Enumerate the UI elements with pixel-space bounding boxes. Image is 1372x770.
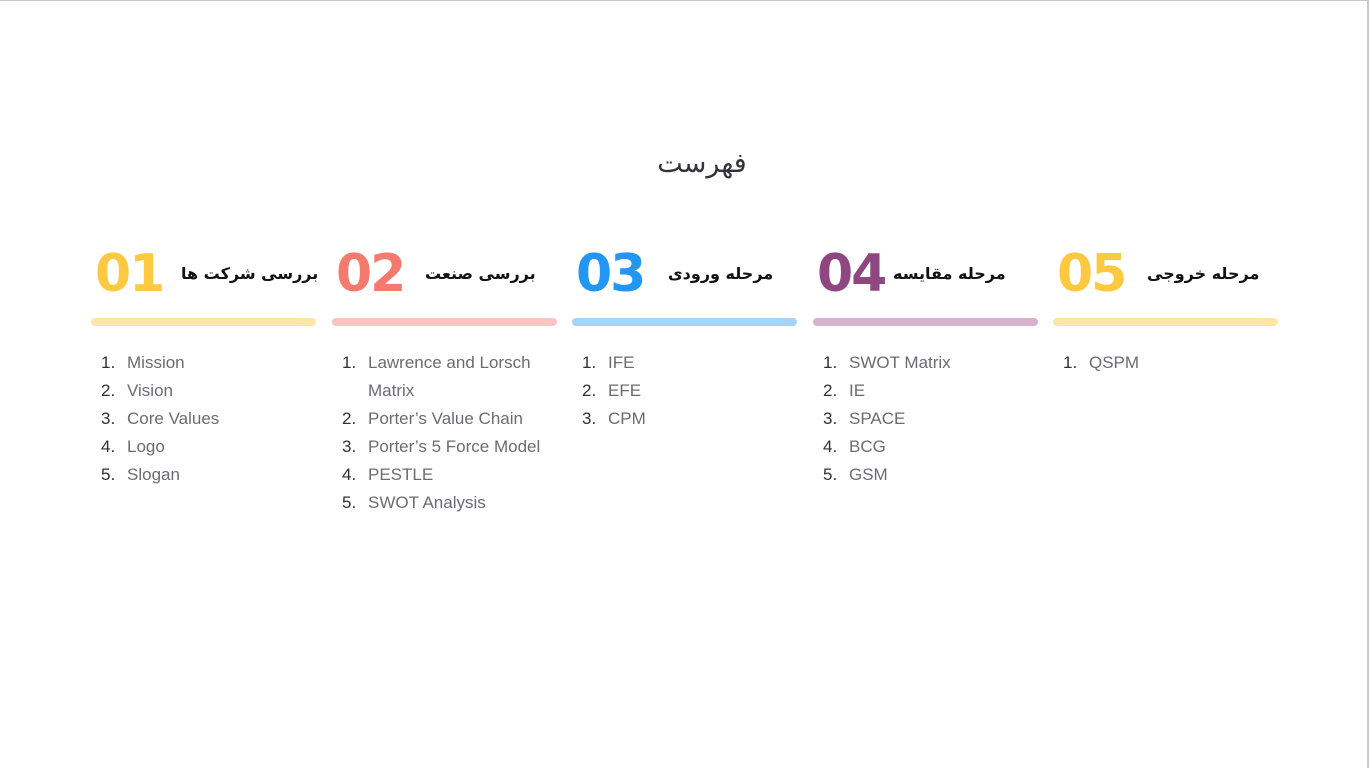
section-divider-bar bbox=[1053, 318, 1278, 326]
list-item bbox=[91, 405, 317, 433]
list-item-index: 1. bbox=[101, 353, 116, 372]
list-item-index: 2. bbox=[342, 409, 357, 428]
list-item-text: SPACE bbox=[849, 409, 906, 428]
section-number: 01 bbox=[95, 244, 164, 304]
list-item-index: 3. bbox=[582, 409, 597, 428]
list-item-index: 3. bbox=[342, 437, 357, 456]
list-item-index: 5. bbox=[823, 465, 838, 484]
list-item-text: Vision bbox=[127, 381, 173, 400]
list-item-text: PESTLE bbox=[368, 465, 434, 484]
list-item-text: SWOT Analysis bbox=[368, 493, 486, 512]
list-item bbox=[1053, 349, 1279, 377]
list-item bbox=[91, 349, 317, 377]
list-item-index: 3. bbox=[101, 409, 116, 428]
list-item-index: 3. bbox=[823, 409, 838, 428]
list-item bbox=[813, 433, 1039, 461]
list-item-text: Core Values bbox=[127, 409, 220, 428]
list-item-text: Mission bbox=[127, 353, 185, 372]
section-list bbox=[572, 349, 798, 433]
list-item-text: Porter’s 5 Force Model bbox=[368, 437, 541, 456]
section-list bbox=[813, 349, 1039, 489]
list-item-index: 4. bbox=[342, 465, 357, 484]
list-item bbox=[572, 349, 798, 377]
section-number: 03 bbox=[576, 244, 645, 304]
list-item-text: BCG bbox=[849, 437, 886, 456]
list-item bbox=[332, 433, 558, 461]
list-item bbox=[91, 377, 317, 405]
section-list bbox=[91, 349, 317, 489]
section-heading: مرحله خروجی bbox=[1147, 264, 1260, 283]
list-item bbox=[813, 377, 1039, 405]
section-number: 05 bbox=[1057, 244, 1126, 304]
list-item-index: 2. bbox=[823, 381, 838, 400]
list-item-index: 4. bbox=[823, 437, 838, 456]
list-item-index: 5. bbox=[101, 465, 116, 484]
list-item bbox=[813, 461, 1039, 489]
list-item-index: 1. bbox=[823, 353, 838, 372]
section-divider-bar bbox=[572, 318, 797, 326]
list-item-text: IE bbox=[849, 381, 866, 400]
page-title: فهرست bbox=[657, 148, 747, 179]
section-number: 04 bbox=[817, 244, 886, 304]
section-list bbox=[1053, 349, 1279, 377]
section-divider-bar bbox=[332, 318, 557, 326]
list-item bbox=[572, 377, 798, 405]
section-heading: مرحله مقایسه bbox=[893, 264, 1006, 283]
list-item bbox=[813, 405, 1039, 433]
list-item-text: Lawrence and Lorsch Matrix bbox=[368, 353, 531, 400]
section-heading: بررسی صنعت bbox=[425, 264, 536, 283]
section-heading: مرحله ورودی bbox=[668, 264, 774, 283]
list-item-text: SWOT Matrix bbox=[849, 353, 951, 372]
list-item-index: 1. bbox=[1063, 353, 1078, 372]
list-item bbox=[332, 461, 558, 489]
list-item bbox=[332, 489, 558, 517]
list-item-text: GSM bbox=[849, 465, 888, 484]
list-item-text: Logo bbox=[127, 437, 165, 456]
list-item-index: 4. bbox=[101, 437, 116, 456]
list-item-index: 2. bbox=[101, 381, 116, 400]
section-divider-bar bbox=[91, 318, 316, 326]
list-item-text: IFE bbox=[608, 353, 635, 372]
section-divider-bar bbox=[813, 318, 1038, 326]
section-list bbox=[332, 349, 558, 517]
list-item-index: 1. bbox=[582, 353, 597, 372]
list-item-text: Slogan bbox=[127, 465, 180, 484]
list-item-text: EFE bbox=[608, 381, 642, 400]
list-item-index: 5. bbox=[342, 493, 357, 512]
list-item bbox=[332, 349, 558, 405]
list-item bbox=[91, 461, 317, 489]
section-heading: بررسی شرکت ها bbox=[181, 264, 319, 283]
list-item bbox=[91, 433, 317, 461]
list-item bbox=[572, 405, 798, 433]
section-number: 02 bbox=[336, 244, 405, 304]
list-item-text: Porter’s Value Chain bbox=[368, 409, 523, 428]
list-item-text: QSPM bbox=[1089, 353, 1140, 372]
list-item bbox=[332, 405, 558, 433]
list-item-index: 2. bbox=[582, 381, 597, 400]
list-item-index: 1. bbox=[342, 353, 357, 372]
list-item-text: CPM bbox=[608, 409, 646, 428]
list-item bbox=[813, 349, 1039, 377]
